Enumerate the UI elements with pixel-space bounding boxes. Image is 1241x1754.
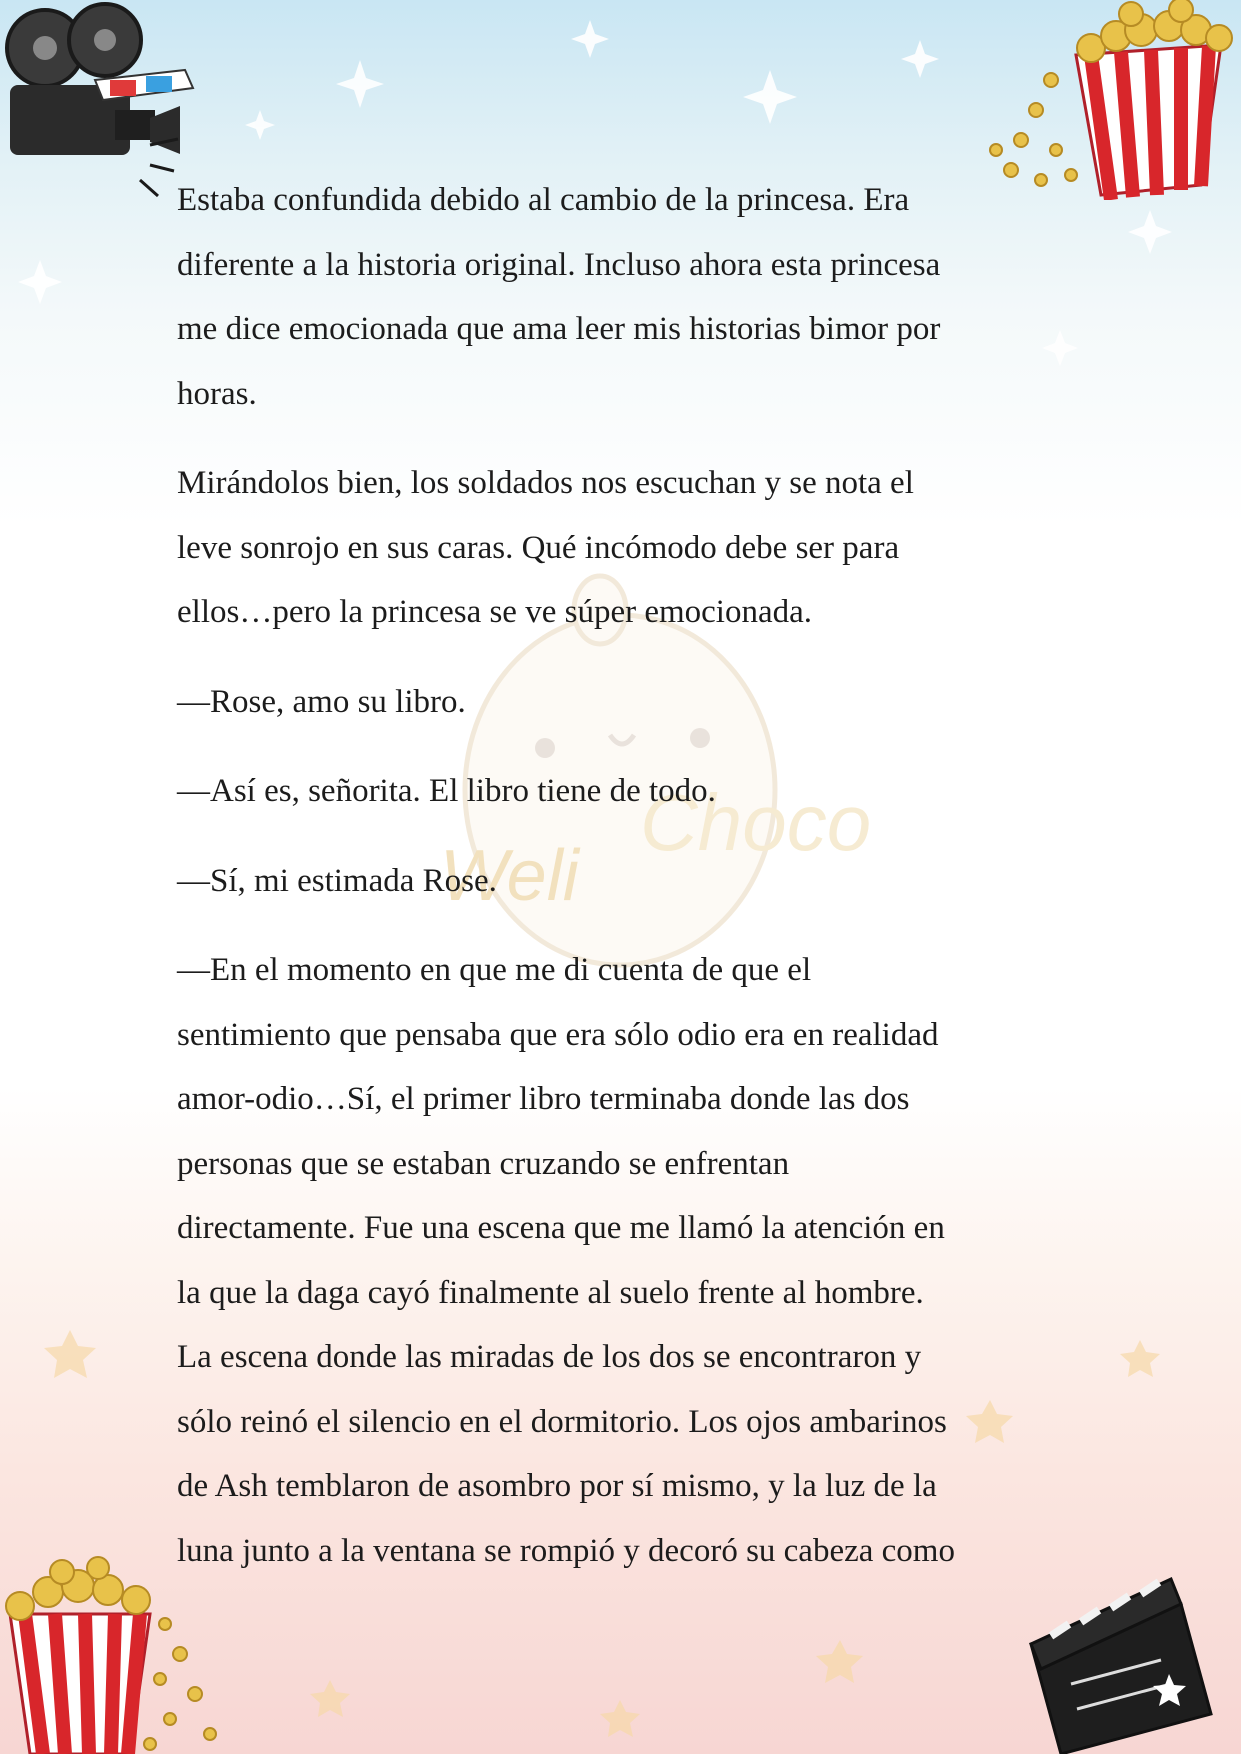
chapter-text — [177, 168, 1082, 1608]
watermark-text-2: Choco — [640, 778, 872, 867]
paragraph-2: Mirándolos bien, los soldados nos escuchan y se nota el leve sonrojo en sus caras. Qué incómodo debe ser para ellos…pero la princesa se ve súper emocionada. — [177, 465, 914, 630]
paragraph-3: —Rose, amo su libro. — [177, 683, 466, 720]
paragraph-1: Estaba confundida debido al cambio de la princesa. Era diferente a la historia original. Incluso ahora esta princesa me dice emocionada que ama leer mis historias bimor por horas. — [177, 182, 941, 412]
paragraph-4: —Así es, señorita. El libro tiene de todo. — [177, 773, 716, 809]
paragraph-5: —Sí, mi estimada Rose. — [177, 862, 497, 899]
watermark-text: Weli — [440, 836, 579, 916]
paragraph-6: —En el momento en que me di cuenta de que el sentimiento que pensaba que era sólo odio era en realidad amor-odio…Sí, el primer libro terminaba donde las dos personas que se estaban cruzando se enfrentan directamente. Fue una escena que me llamó la atención en la que la daga cayó finalmente al suelo frente al hombre. La escena donde las miradas de los dos se encontraron y sólo reinó el silencio en el dormitorio. Los ojos ambarinos de Ash temblaron de asombro por sí mismo, y la luz de la luna junto a la ventana se rompió y decoró su cabeza como — [177, 952, 955, 1569]
